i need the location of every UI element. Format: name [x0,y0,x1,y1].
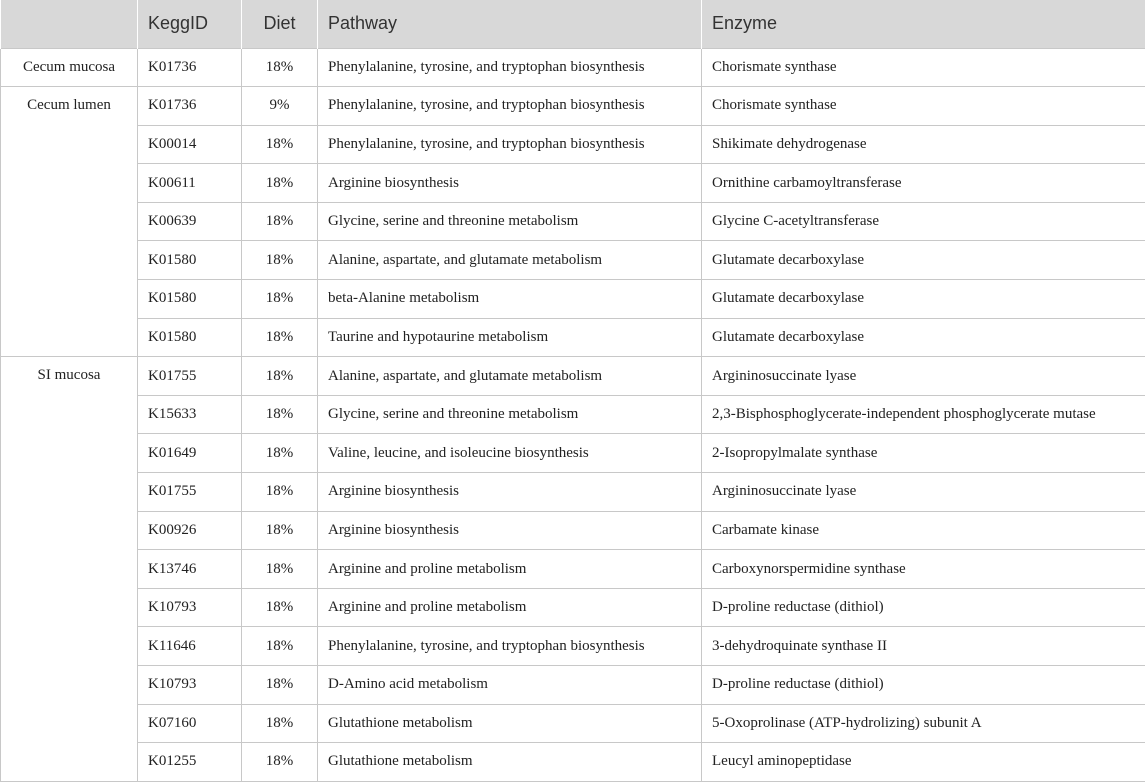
enzyme-cell: D-proline reductase (dithiol) [702,666,1145,705]
diet-cell: 18% [242,434,318,473]
diet-cell: 18% [242,666,318,705]
keggid-cell: K15633 [138,395,242,434]
keggid-cell: K01580 [138,280,242,319]
enzyme-cell: 5-Oxoprolinase (ATP-hydrolizing) subunit A [702,704,1145,743]
table-row [1,473,1145,512]
pathway-cell: Valine, leucine, and isoleucine biosynthesis [318,434,702,473]
keggid-cell: K10793 [138,588,242,627]
enzyme-cell: Carboxynorspermidine synthase [702,550,1145,589]
table-header [1,0,1145,48]
pathway-cell: Arginine and proline metabolism [318,588,702,627]
pathway-cell: beta-Alanine metabolism [318,280,702,319]
table-row [1,357,1145,396]
header-row [1,0,1145,48]
table-body [1,48,1145,781]
enzyme-cell: Ornithine carbamoyltransferase [702,164,1145,203]
enzyme-cell: Glutamate decarboxylase [702,241,1145,280]
diet-cell: 18% [242,357,318,396]
enzyme-cell: Chorismate synthase [702,48,1145,87]
pathway-cell: Glutathione metabolism [318,743,702,782]
keggid-cell: K01255 [138,743,242,782]
enzyme-cell: Argininosuccinate lyase [702,473,1145,512]
diet-cell: 18% [242,550,318,589]
table-row [1,125,1145,164]
table-row [1,164,1145,203]
table-row [1,511,1145,550]
diet-cell: 18% [242,48,318,87]
diet-cell: 18% [242,395,318,434]
pathway-cell: Glutathione metabolism [318,704,702,743]
keggid-cell: K11646 [138,627,242,666]
diet-cell: 18% [242,627,318,666]
table-row [1,550,1145,589]
enzyme-cell: Glutamate decarboxylase [702,280,1145,319]
sample-cell: SI mucosa [1,357,138,782]
diet-cell: 18% [242,241,318,280]
sample-cell: Cecum lumen [1,87,138,357]
table-row [1,666,1145,705]
pathway-cell: D-Amino acid metabolism [318,666,702,705]
pathway-cell: Arginine biosynthesis [318,164,702,203]
pathway-cell: Arginine biosynthesis [318,473,702,512]
keggid-cell: K01755 [138,357,242,396]
pathway-cell: Arginine biosynthesis [318,511,702,550]
pathway-cell: Arginine and proline metabolism [318,550,702,589]
diet-cell: 18% [242,125,318,164]
pathway-cell: Phenylalanine, tyrosine, and tryptophan biosynthesis [318,627,702,666]
enzyme-cell: 2-Isopropylmalate synthase [702,434,1145,473]
enzyme-cell: Carbamate kinase [702,511,1145,550]
header-keggid: KeggID [138,0,242,48]
diet-cell: 18% [242,511,318,550]
enzyme-cell: Shikimate dehydrogenase [702,125,1145,164]
keggid-cell: K13746 [138,550,242,589]
keggid-cell: K01736 [138,48,242,87]
pathway-cell: Phenylalanine, tyrosine, and tryptophan biosynthesis [318,87,702,126]
diet-cell: 18% [242,473,318,512]
header-diet: Diet [242,0,318,48]
enzyme-cell: 2,3-Bisphosphoglycerate-independent phosphoglycerate mutase [702,395,1145,434]
keggid-cell: K00639 [138,202,242,241]
pathway-cell: Phenylalanine, tyrosine, and tryptophan biosynthesis [318,48,702,87]
header-sample [1,0,138,48]
enzyme-cell: Chorismate synthase [702,87,1145,126]
header-pathway: Pathway [318,0,702,48]
table-row [1,280,1145,319]
table-row [1,627,1145,666]
table-row [1,395,1145,434]
keggid-cell: K10793 [138,666,242,705]
diet-cell: 18% [242,743,318,782]
enzyme-cell: Glutamate decarboxylase [702,318,1145,357]
keggid-cell: K01755 [138,473,242,512]
pathway-cell: Taurine and hypotaurine metabolism [318,318,702,357]
table-row [1,434,1145,473]
enzyme-cell: Argininosuccinate lyase [702,357,1145,396]
pathway-cell: Alanine, aspartate, and glutamate metabolism [318,241,702,280]
diet-cell: 18% [242,164,318,203]
table-row [1,202,1145,241]
header-enzyme: Enzyme [702,0,1145,48]
pathway-cell: Phenylalanine, tyrosine, and tryptophan biosynthesis [318,125,702,164]
table-row [1,48,1145,87]
diet-cell: 18% [242,202,318,241]
table-row [1,743,1145,782]
enzyme-cell: 3-dehydroquinate synthase II [702,627,1145,666]
keggid-cell: K00014 [138,125,242,164]
keggid-cell: K01736 [138,87,242,126]
enzyme-cell: D-proline reductase (dithiol) [702,588,1145,627]
sample-cell: Cecum mucosa [1,48,138,87]
table-row [1,87,1145,126]
enzyme-cell: Glycine C-acetyltransferase [702,202,1145,241]
diet-cell: 18% [242,588,318,627]
pathway-cell: Glycine, serine and threonine metabolism [318,395,702,434]
diet-cell: 18% [242,318,318,357]
keggid-cell: K01580 [138,318,242,357]
enzyme-cell: Leucyl aminopeptidase [702,743,1145,782]
pathway-cell: Alanine, aspartate, and glutamate metabolism [318,357,702,396]
table-row [1,318,1145,357]
keggid-cell: K07160 [138,704,242,743]
diet-cell: 18% [242,704,318,743]
keggid-cell: K00926 [138,511,242,550]
table-row [1,588,1145,627]
table-row [1,704,1145,743]
keggid-cell: K00611 [138,164,242,203]
table-row [1,241,1145,280]
diet-cell: 18% [242,280,318,319]
diet-cell: 9% [242,87,318,126]
keggid-cell: K01649 [138,434,242,473]
pathway-cell: Glycine, serine and threonine metabolism [318,202,702,241]
keggid-cell: K01580 [138,241,242,280]
